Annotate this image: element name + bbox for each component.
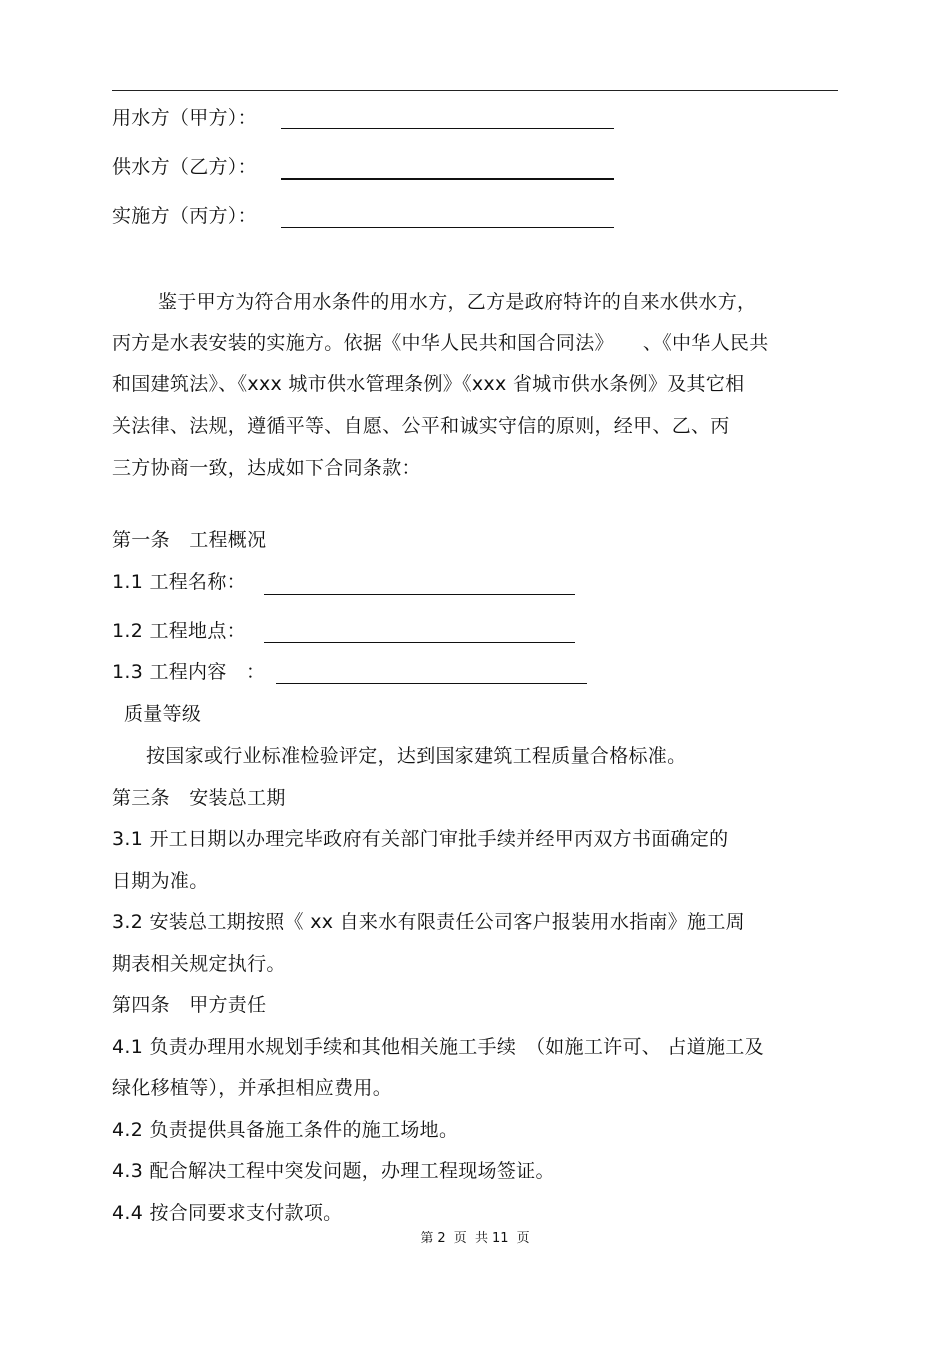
item-4-1-line: 绿化移植等），并承担相应费用。 [112, 1077, 393, 1099]
party-b-blank [281, 178, 614, 180]
party-c-blank [281, 227, 614, 228]
preamble-line: 三方协商一致，达成如下合同条款： [112, 457, 421, 479]
preamble-line: 关法律、法规，遵循平等、自愿、公平和诚实守信的原则，经甲、乙、丙 [112, 415, 730, 437]
item-3-1-line: 3.1 开工日期以办理完毕政府有关部门审批手续并经甲丙双方书面确定的 [112, 828, 729, 850]
total-pages: 11 [491, 1231, 509, 1246]
page-label: 第 [420, 1231, 434, 1246]
party-a-label: 用水方（甲方）： [112, 107, 257, 129]
article-3-title: 第三条 安装总工期 [112, 787, 286, 809]
item-1-2-label: 1.2 工程地点： [112, 620, 246, 642]
item-1-1-label: 1.1 工程名称： [112, 571, 246, 593]
item-3-2-line: 3.2 安装总工期按照《 xx 自来水有限责任公司客户报装用水指南》施工周 [112, 911, 745, 933]
project-location-blank [264, 642, 575, 643]
item-3-1-line: 日期为准。 [112, 870, 209, 892]
item-4-3: 4.3 配合解决工程中突发问题，办理工程现场签证。 [112, 1160, 555, 1182]
project-name-blank [264, 594, 575, 595]
header-rule [112, 90, 838, 91]
project-content-blank [276, 683, 587, 684]
item-3-2-line: 期表相关规定执行。 [112, 953, 286, 975]
article-1-title: 第一条 工程概况 [112, 529, 267, 551]
page-number: 2 [437, 1231, 446, 1246]
total-unit: 页 [516, 1231, 530, 1246]
total-label: 共 [474, 1231, 488, 1246]
quality-text: 按国家或行业标准检验评定，达到国家建筑工程质量合格标准。 [146, 745, 687, 767]
party-b-label: 供水方（乙方）： [112, 156, 257, 178]
preamble-line: 和国建筑法》、《xxx 城市供水管理条例》《xxx 省城市供水条例》及其它相 [112, 373, 745, 395]
item-4-4: 4.4 按合同要求支付款项。 [112, 1202, 343, 1224]
page-unit: 页 [453, 1231, 467, 1246]
preamble-line: 鉴于甲方为符合用水条件的用水方，乙方是政府特许的自来水供水方， [158, 291, 757, 313]
item-4-2: 4.2 负责提供具备施工条件的施工场地。 [112, 1119, 459, 1141]
page-footer [0, 1231, 950, 1247]
quality-title: 质量等级 [124, 703, 202, 725]
article-4-title: 第四条 甲方责任 [112, 994, 267, 1016]
party-a-blank [281, 128, 614, 129]
preamble-line: 丙方是水表安装的实施方。依据《中华人民共和国合同法》 、《中华人民共 [112, 332, 769, 354]
item-1-3-label: 1.3 工程内容 ： [112, 661, 266, 683]
party-c-label: 实施方（丙方）： [112, 205, 257, 227]
item-4-1-line: 4.1 负责办理用水规划手续和其他相关施工手续 （如施工许可、 占道施工及 [112, 1036, 764, 1058]
